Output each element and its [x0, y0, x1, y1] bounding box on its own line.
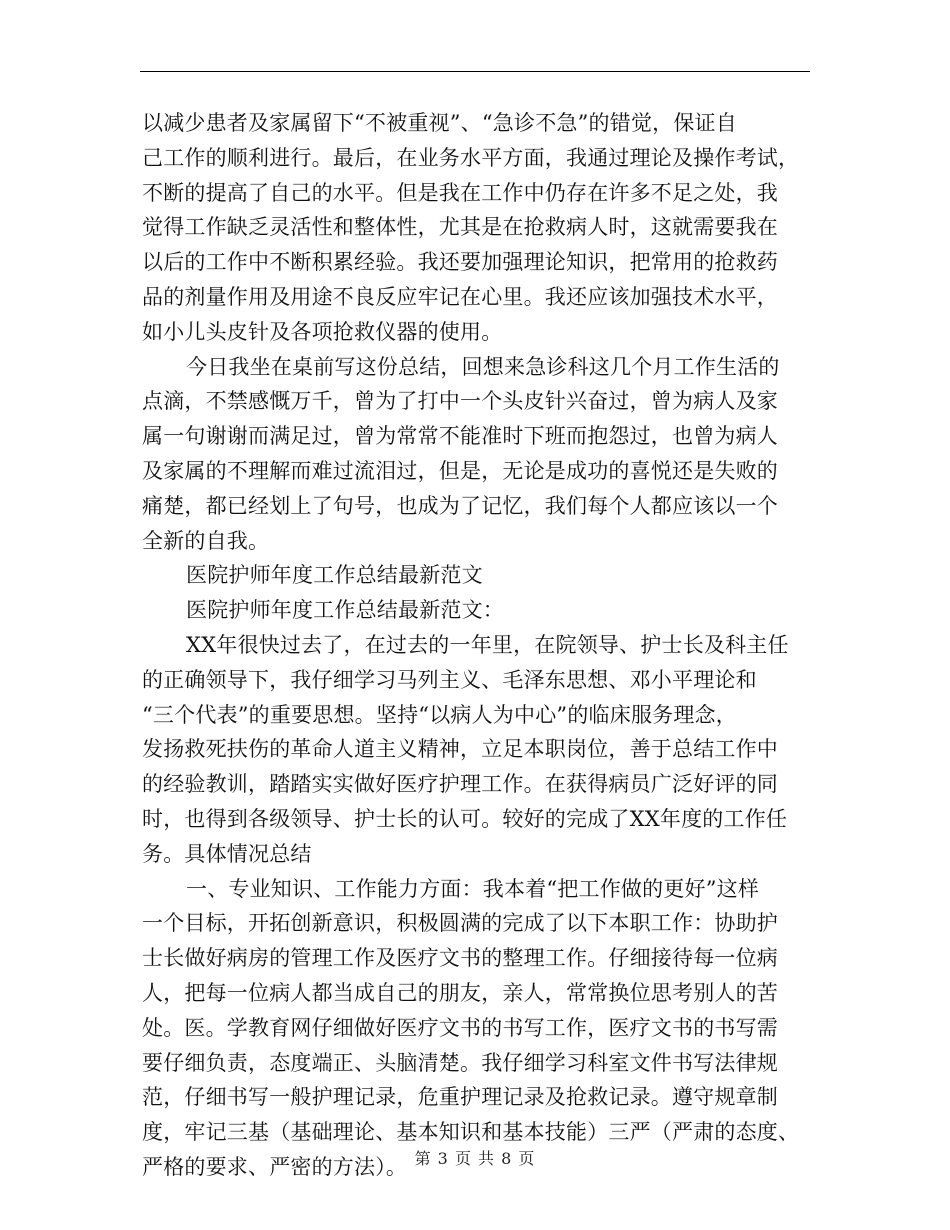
text-line: 以后的工作中不断积累经验。我还要加强理论知识，把常用的抢救药	[142, 250, 778, 275]
text-line: 属一句谢谢而满足过，曾为常常不能准时下班而抱怨过，也曾为病人	[142, 424, 778, 449]
text-line: 今日我坐在桌前写这份总结，回想来急诊科这几个月工作生活的	[186, 354, 780, 379]
text-line: 以减少患者及家属留下“不被重视”、“急诊不急”的错觉，保证自	[142, 111, 737, 135]
text-line: 发扬救死扶伤的革命人道主义精神，立足本职岗位，善于总结工作中	[142, 737, 778, 762]
document-body	[142, 106, 810, 1185]
text-line: 医院护师年度工作总结最新范文	[186, 563, 483, 588]
text-line: 要仔细负责，态度端正、头脑清楚。我仔细学习科室文件书写法律规	[142, 1050, 778, 1075]
text-line: 及家属的不理解而难过流泪过，但是，无论是成功的喜悦还是失败的	[142, 458, 778, 483]
text-line: XX年很快过去了，在过去的一年里，在院领导、护士长及科主任	[186, 632, 789, 657]
text-line: 痛楚，都已经划上了句号，也成为了记忆，我们每个人都应该以一个	[142, 493, 778, 518]
text-line: 不断的提高了自己的水平。但是我在工作中仍存在许多不足之处，我	[142, 180, 778, 205]
text-line: 的经验教训，踏踏实实做好医疗护理工作。在获得病员广泛好评的同	[142, 772, 778, 797]
text-line: 觉得工作缺乏灵活性和整体性，尤其是在抢救病人时，这就需要我在	[142, 215, 778, 240]
text-line: 的正确领导下，我仔细学习马列主义、毛泽东思想、邓小平理论和	[142, 667, 757, 692]
text-line: “三个代表”的重要思想。坚持“以病人为中心”的临床服务理念，	[142, 702, 737, 727]
text-line: 士长做好病房的管理工作及医疗文书的整理工作。仔细接待每一位病	[142, 946, 778, 971]
text-line: 如小儿头皮针及各项抢救仪器的使用。	[142, 319, 503, 344]
text-line: 处。医。学教育网仔细做好医疗文书的书写工作，医疗文书的书写需	[142, 1015, 778, 1040]
text-line: 点滴，不禁感慨万千，曾为了打中一个头皮针兴奋过，曾为病人及家	[142, 389, 778, 414]
text-line: 时，也得到各级领导、护士长的认可。较好的完成了XX年度的工作任	[142, 806, 788, 831]
text-line: 己工作的顺利进行。最后，在业务水平方面，我通过理论及操作考试，	[142, 145, 800, 170]
text-line: 度，牢记三基（基础理论、基本知识和基本技能）三严（严肃的态度、	[142, 1120, 800, 1145]
text-line: 一、专业知识、工作能力方面：我本着“把工作做的更好”这样	[186, 876, 760, 901]
text-line: 品的剂量作用及用途不良反应牢记在心里。我还应该加强技术水平，	[142, 284, 778, 309]
text-line: 范，仔细书写一般护理记录，危重护理记录及抢救记录。遵守规章制	[142, 1085, 778, 1110]
text-line: 一个目标，开拓创新意识，积极圆满的完成了以下本职工作：协助护	[142, 911, 778, 936]
text-line: 严格的要求、严密的方法）。	[142, 1154, 408, 1179]
page-number-footer: 第 3 页 共 8 页	[414, 1149, 536, 1168]
text-line: 全新的自我。	[142, 528, 270, 553]
text-line: 务。具体情况总结	[142, 841, 312, 866]
header-rule	[140, 71, 810, 72]
text-line: 医院护师年度工作总结最新范文：	[186, 598, 504, 623]
text-line: 人，把每一位病人都当成自己的朋友，亲人，常常换位思考别人的苦	[142, 980, 778, 1005]
